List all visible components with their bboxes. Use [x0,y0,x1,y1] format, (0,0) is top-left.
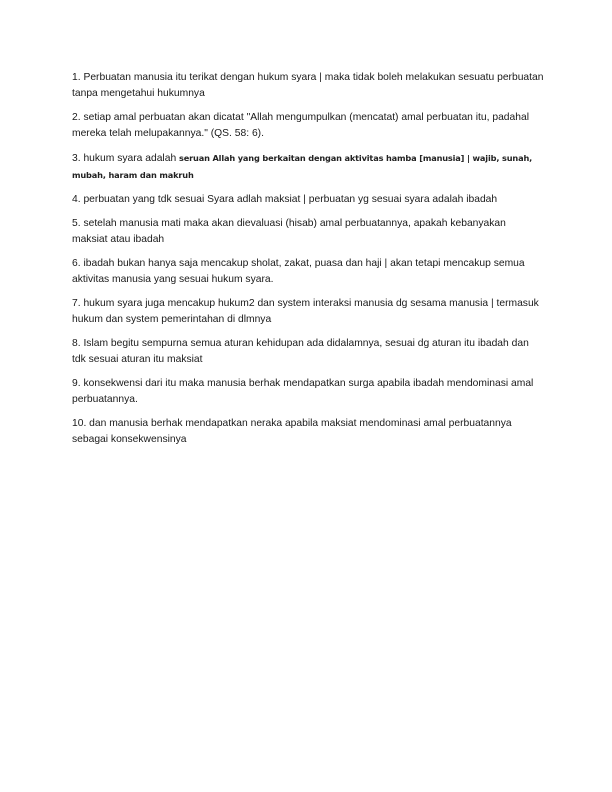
paragraph-6: 6. ibadah bukan hanya saja mencakup sholat, zakat, puasa dan haji | akan tetapi mencakup semua aktivitas manusia yang sesuai hukum syara. [72,258,525,285]
paragraph-1: 1. Perbuatan manusia itu terikat dengan hukum syara | maka tidak boleh melakukan sesuatu perbuatan tanpa mengetahui hukumnya [72,72,544,99]
paragraph-10: 10. dan manusia berhak mendapatkan neraka apabila maksiat mendominasi amal perbuatannya sebagai konsekwensinya [72,418,512,445]
paragraph-7: 7. hukum syara juga mencakup hukum2 dan system interaksi manusia dg sesama manusia | termasuk hukum dan system pemerintahan di dlmnya [72,298,539,325]
paragraph-8: 8. Islam begitu sempurna semua aturan kehidupan ada didalamnya, sesuai dg aturan itu ibadah dan tdk sesuai aturan itu maksiat [72,338,529,365]
document-body [72,70,544,456]
paragraph-3-lead: 3. hukum syara adalah [72,153,180,164]
paragraph-4: 4. perbuatan yang tdk sesuai Syara adlah maksiat | perbuatan yg sesuai syara adalah ibadah [72,194,498,205]
paragraph-2: 2. setiap amal perbuatan akan dicatat "Allah mengumpulkan (mencatat) amal perbuatan itu, padahal mereka telah melupakannya." (QS. 58: 6). [72,112,529,139]
paragraph-9: 9. konsekwensi dari itu maka manusia berhak mendapatkan surga apabila ibadah mendominasi amal perbuatannya. [72,378,534,405]
paragraph-3 [72,150,544,184]
paragraph-3-rest: seruan Allah yang berkaitan dengan aktivitas hamba [manusia] | wajib, sunah, mubah, haram dan makruh [72,153,533,180]
paragraph-5: 5. setelah manusia mati maka akan dievaluasi (hisab) amal perbuatannya, apakah kebanyakan maksiat atau ibadah [72,218,506,245]
